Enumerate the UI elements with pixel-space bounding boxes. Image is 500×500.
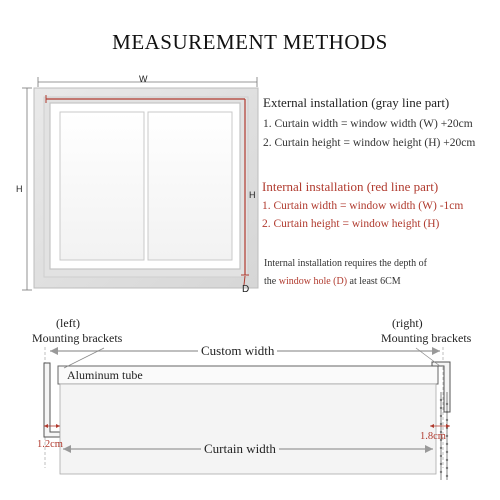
- left-gap-label: 1.2cm: [37, 439, 63, 450]
- external-line-2: 2. Curtain height = window height (H) +20cm: [263, 137, 476, 149]
- depth-note-line-2: [264, 276, 401, 287]
- inner-height-label: H: [249, 190, 256, 200]
- note-suffix: at least 6CM: [349, 276, 401, 287]
- note-prefix: the: [264, 276, 277, 287]
- curtain-fabric: [60, 384, 436, 474]
- depth-label: D: [242, 284, 250, 295]
- internal-line-1: 1. Curtain width = window width (W) -1cm: [262, 200, 464, 212]
- note-highlight: window hole (D): [278, 276, 348, 287]
- height-label: H: [16, 184, 23, 194]
- external-line-1: 1. Curtain width = window width (W) +20cm: [263, 118, 473, 130]
- aluminum-tube-label: Aluminum tube: [67, 368, 143, 382]
- right-bracket-label-2: Mounting brackets: [381, 331, 472, 345]
- right-gap-label: 1.8cm: [420, 431, 446, 442]
- custom-width-label: Custom width: [198, 343, 277, 359]
- depth-note-line-1: Internal installation requires the depth of: [264, 258, 428, 269]
- window-pane-right: [148, 112, 232, 260]
- page-title: MEASUREMENT METHODS: [112, 30, 388, 54]
- external-heading: External installation (gray line part): [263, 95, 450, 110]
- right-bracket-label-1: (right): [392, 316, 423, 330]
- internal-line-2: 2. Curtain height = window height (H): [262, 218, 440, 230]
- roller-diagram: [44, 347, 450, 480]
- internal-heading: Internal installation (red line part): [262, 179, 439, 194]
- curtain-width-label: Curtain width: [201, 441, 279, 457]
- left-bracket-label-1: (left): [56, 316, 80, 330]
- left-bracket-label-2: Mounting brackets: [32, 331, 123, 345]
- height-dimension-line: [22, 88, 32, 290]
- window-pane-left: [60, 112, 144, 260]
- width-label: W: [139, 74, 148, 84]
